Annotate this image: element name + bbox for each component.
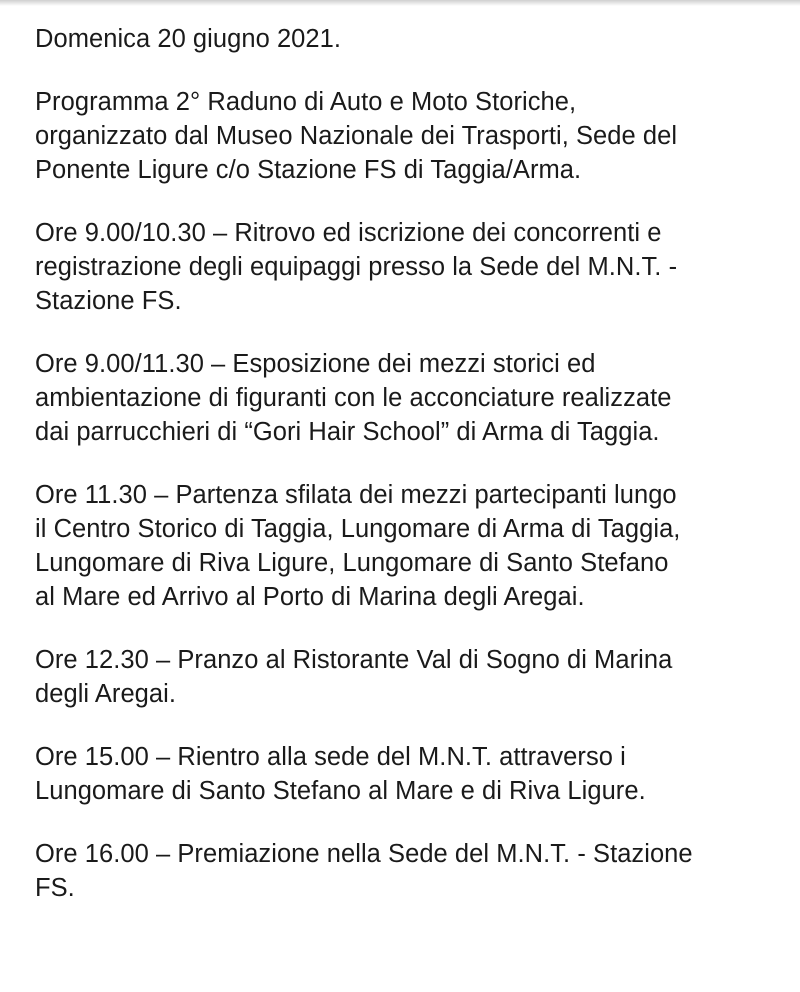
schedule-item-esposizione	[35, 347, 795, 449]
schedule-line: FS.	[35, 874, 75, 902]
schedule-line: Ore 16.00 – Premiazione nella Sede del M.N.T. - Stazione	[35, 840, 693, 868]
date-paragraph	[35, 22, 795, 56]
top-shadow-bar	[0, 0, 800, 6]
schedule-line: Lungomare di Santo Stefano al Mare e di Riva Ligure.	[35, 777, 646, 805]
schedule-item-ritrovo	[35, 216, 795, 318]
schedule-line: registrazione degli equipaggi presso la Sede del M.N.T. -	[35, 253, 678, 281]
schedule-line: degli Aregai.	[35, 680, 176, 708]
intro-line: organizzato dal Museo Nazionale dei Trasporti, Sede del	[35, 122, 678, 150]
schedule-line: Ore 9.00/11.30 – Esposizione dei mezzi storici ed	[35, 350, 596, 378]
schedule-line: Lungomare di Riva Ligure, Lungomare di Santo Stefano	[35, 549, 669, 577]
schedule-line: Ore 11.30 – Partenza sfilata dei mezzi partecipanti lungo	[35, 481, 677, 509]
schedule-line: il Centro Storico di Taggia, Lungomare di Arma di Taggia,	[35, 515, 681, 543]
schedule-line: dai parrucchieri di “Gori Hair School” di Arma di Taggia.	[35, 418, 660, 446]
intro-paragraph	[35, 85, 795, 187]
schedule-line: ambientazione di figuranti con le acconciature realizzate	[35, 384, 672, 412]
schedule-line: al Mare ed Arrivo al Porto di Marina degli Aregai.	[35, 583, 585, 611]
program-document	[35, 22, 795, 934]
intro-line: Programma 2° Raduno di Auto e Moto Storiche,	[35, 88, 577, 116]
date-line: Domenica 20 giugno 2021.	[35, 25, 342, 53]
schedule-line: Ore 15.00 – Rientro alla sede del M.N.T. attraverso i	[35, 743, 626, 771]
schedule-line: Ore 12.30 – Pranzo al Ristorante Val di Sogno di Marina	[35, 646, 673, 674]
schedule-line: Stazione FS.	[35, 287, 182, 315]
schedule-item-pranzo	[35, 643, 795, 711]
intro-line: Ponente Ligure c/o Stazione FS di Taggia/Arma.	[35, 156, 582, 184]
schedule-item-rientro	[35, 740, 795, 808]
schedule-item-partenza	[35, 478, 795, 614]
schedule-line: Ore 9.00/10.30 – Ritrovo ed iscrizione dei concorrenti e	[35, 219, 662, 247]
schedule-item-premiazione	[35, 837, 795, 905]
